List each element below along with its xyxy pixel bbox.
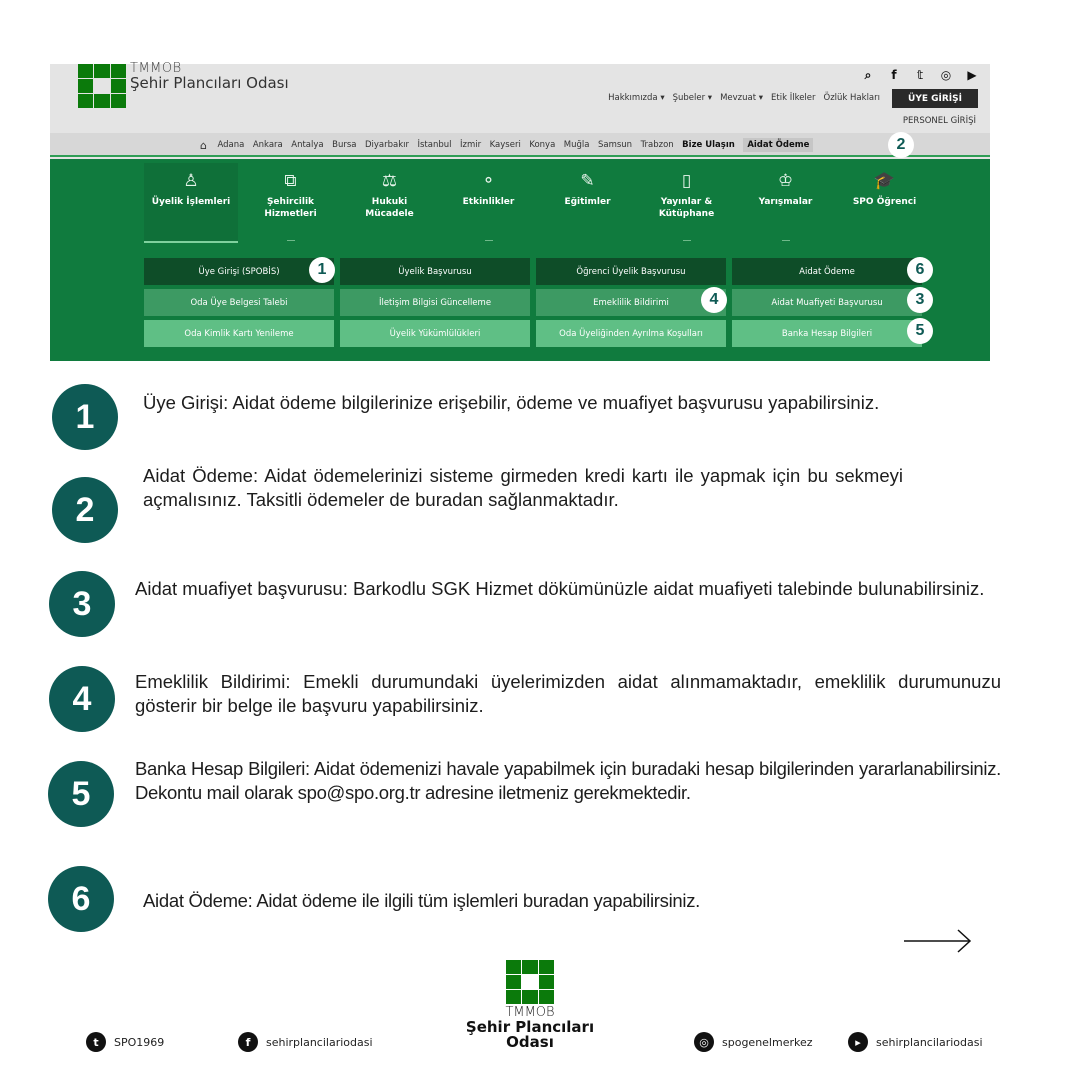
city-link[interactable]: İzmir — [460, 140, 482, 150]
city-link[interactable]: Trabzon — [640, 140, 674, 150]
logo-tmmob: TMMOB — [130, 61, 182, 76]
explanation-6: Aidat Ödeme: Aidat ödeme ile ilgili tüm işlemleri buradan yapabilirsiniz. — [143, 890, 701, 911]
nav-label: Hukuki Mücadele — [365, 197, 414, 219]
nav-label: Yayınlar & Kütüphane — [658, 197, 715, 219]
menu-subeler[interactable]: Şubeler ▾ — [672, 93, 713, 103]
submenu-ogrenci-uyelik[interactable]: Öğrenci Üyelik Başvurusu — [536, 258, 726, 285]
submenu-banka-hesap[interactable]: Banka Hesap Bilgileri — [732, 320, 922, 347]
city-link[interactable]: Antalya — [291, 140, 324, 150]
instagram-icon[interactable]: ◎ — [940, 68, 952, 82]
personel-girisi-link[interactable]: PERSONEL GİRİŞİ — [902, 116, 976, 126]
map-icon: ⧉ — [284, 171, 297, 191]
facebook-icon[interactable]: f — [891, 68, 897, 82]
explanation-1: Üye Girişi: Aidat ödeme bilgilerinize erişebilir, ödeme ve muafiyet başvurusu yapabilirsiniz. — [143, 392, 880, 413]
footer-logo-icon — [506, 960, 554, 1004]
callout-badge-2: 2 — [888, 132, 914, 158]
youtube-icon: ▸ — [848, 1032, 868, 1052]
city-link[interactable]: Kayseri — [489, 140, 521, 150]
top-menu — [608, 93, 880, 103]
callout-badge-3: 3 — [907, 287, 933, 313]
search-icon[interactable]: ⌕ — [864, 68, 872, 82]
submenu-iletisim-bilgisi[interactable]: İletişim Bilgisi Güncelleme — [340, 289, 530, 316]
callout-badge-6: 6 — [907, 257, 933, 283]
graduation-cap-icon: 🎓 — [873, 171, 896, 191]
footer-logo-text — [440, 1006, 620, 1050]
callout-badge-4: 4 — [701, 287, 727, 313]
pen-icon: ✎ — [580, 171, 595, 191]
nav-hukuki-mucadele[interactable] — [340, 163, 439, 243]
step-circle-6: 6 — [48, 866, 114, 932]
callout-badge-1: 1 — [309, 257, 335, 283]
city-link[interactable]: Bursa — [332, 140, 357, 150]
aidat-odeme-tab[interactable]: Aidat Ödeme — [743, 138, 813, 152]
nav-label: Yarışmalar — [758, 197, 813, 207]
footer-name: Şehir Plancıları Odası — [465, 1018, 595, 1051]
nav-spo-ogrenci[interactable] — [835, 163, 934, 243]
nav-label: Şehircilik Hizmetleri — [264, 197, 317, 219]
footer-tmmob: TMMOB — [505, 1005, 555, 1020]
dropdown-indicator — [287, 240, 295, 241]
dropdown-indicator — [485, 240, 493, 241]
footer-facebook[interactable] — [238, 1032, 373, 1052]
nav-etkinlikler[interactable] — [439, 163, 538, 243]
menu-hakkimizda[interactable]: Hakkımızda ▾ — [608, 93, 665, 103]
step-circle-4: 4 — [49, 666, 115, 732]
submenu-uye-girisi[interactable]: Üye Girişi (SPOBİS) — [144, 258, 334, 285]
explanation-3: Aidat muafiyet başvurusu: Barkodlu SGK Hizmet dökümünüzle aidat muafiyeti talebinde bulunabilirsiniz. — [135, 578, 985, 599]
logo-text[interactable] — [130, 62, 289, 91]
logo-name: Şehir Plancıları Odası — [130, 74, 289, 92]
nav-label: Etkinlikler — [462, 197, 515, 207]
instagram-handle: spogenelmerkez — [722, 1035, 813, 1049]
youtube-icon[interactable]: ▶ — [967, 68, 977, 82]
nav-label: SPO Öğrenci — [852, 197, 917, 207]
nav-uyelik-islemleri[interactable] — [144, 163, 238, 243]
step-circle-1: 1 — [52, 384, 118, 450]
city-bar — [50, 133, 990, 157]
nav-egitimler[interactable] — [538, 163, 637, 243]
youtube-handle: sehirplancilariodasi — [876, 1035, 983, 1049]
site-header — [50, 61, 990, 133]
city-link[interactable]: Ankara — [252, 140, 283, 150]
submenu-grid — [144, 258, 922, 347]
nav-yarismalar[interactable] — [736, 163, 835, 243]
dropdown-indicator — [683, 240, 691, 241]
instagram-icon: ◎ — [694, 1032, 714, 1052]
book-icon: ▯ — [681, 171, 692, 191]
explanation-2: Aidat Ödeme: Aidat ödemelerinizi sisteme girmeden kredi kartı ile yapmak için bu sekmeyi açmalısınız. Taksitli ödemeler de buradan sağlanmaktadır. — [143, 465, 903, 510]
facebook-icon: f — [238, 1032, 258, 1052]
header-icons — [862, 68, 978, 83]
explanation-4: Emeklilik Bildirimi: Emekli durumundaki üyelerimizden aidat alınmamaktadır, emeklilik durumunuzu gösterir bir belge ile başvuru yapabilirsiniz. — [135, 671, 1001, 716]
step-circle-5: 5 — [48, 761, 114, 827]
city-links — [200, 138, 813, 152]
twitter-handle: SPO1969 — [114, 1035, 165, 1049]
step-circle-2: 2 — [52, 477, 118, 543]
footer-twitter[interactable] — [86, 1032, 164, 1052]
bize-ulasin-link[interactable]: Bize Ulaşın — [682, 140, 735, 150]
nav-items — [144, 163, 934, 243]
city-link[interactable]: Samsun — [597, 140, 633, 150]
callout-badge-5: 5 — [907, 318, 933, 344]
city-link[interactable]: Diyarbakır — [364, 140, 409, 150]
users-icon: ♙ — [183, 171, 199, 191]
submenu-emeklilik-bildirimi[interactable]: Emeklilik Bildirimi — [536, 289, 726, 316]
explanation-5: Banka Hesap Bilgileri: Aidat ödemenizi havale yapabilmek için buradaki hesap bilgilerinden yararlanabilirsiniz. Dekontu mail olarak spo@spo.org.tr adresine iletmeniz gerekmektedir. — [135, 758, 1001, 803]
uye-girisi-button[interactable]: ÜYE GİRİŞİ — [892, 89, 978, 108]
submenu-uyelik-yukumlulukleri[interactable]: Üyelik Yükümlülükleri — [340, 320, 530, 347]
nav-label: Üyelik İşlemleri — [151, 197, 231, 207]
spo-logo-icon[interactable] — [78, 64, 126, 108]
submenu-aidat-muafiyeti[interactable]: Aidat Muafiyeti Başvurusu — [732, 289, 922, 316]
submenu-ayrilma-kosullari[interactable]: Oda Üyeliğinden Ayrılma Koşulları — [536, 320, 726, 347]
twitter-icon: t — [86, 1032, 106, 1052]
submenu-oda-uye-belgesi[interactable]: Oda Üye Belgesi Talebi — [144, 289, 334, 316]
nodes-icon: ⚬ — [481, 171, 496, 191]
city-link[interactable]: Adana — [217, 140, 245, 150]
nav-sehircilik-hizmetleri[interactable] — [241, 163, 340, 243]
menu-mevzuat[interactable]: Mevzuat ▾ — [720, 93, 764, 103]
step-circle-3: 3 — [49, 571, 115, 637]
menu-ozluk-haklari[interactable]: Özlük Hakları — [823, 93, 880, 103]
city-link[interactable]: Muğla — [563, 140, 590, 150]
submenu-uyelik-basvurusu[interactable]: Üyelik Başvurusu — [340, 258, 530, 285]
scales-icon: ⚖ — [381, 171, 398, 191]
footer-youtube[interactable] — [848, 1032, 983, 1052]
nav-label: Eğitimler — [564, 197, 611, 207]
facebook-handle: sehirplancilariodasi — [266, 1035, 373, 1049]
submenu-kimlik-karti[interactable]: Oda Kimlik Kartı Yenileme — [144, 320, 334, 347]
menu-etik-ilkeler[interactable]: Etik İlkeler — [771, 93, 816, 103]
footer-instagram[interactable] — [694, 1032, 813, 1052]
nav-yayinlar-kutuphane[interactable] — [637, 163, 736, 243]
home-icon[interactable]: ⌂ — [200, 138, 207, 152]
twitter-icon[interactable]: 𝕥 — [916, 68, 924, 82]
city-link[interactable]: İstanbul — [417, 140, 452, 150]
submenu-aidat-odeme[interactable]: Aidat Ödeme — [732, 258, 922, 285]
website-screenshot — [50, 61, 990, 361]
dropdown-indicator — [782, 240, 790, 241]
main-nav — [50, 159, 990, 361]
trophy-icon: ♔ — [777, 171, 794, 191]
next-arrow-icon[interactable] — [904, 929, 972, 953]
city-link[interactable]: Konya — [529, 140, 556, 150]
